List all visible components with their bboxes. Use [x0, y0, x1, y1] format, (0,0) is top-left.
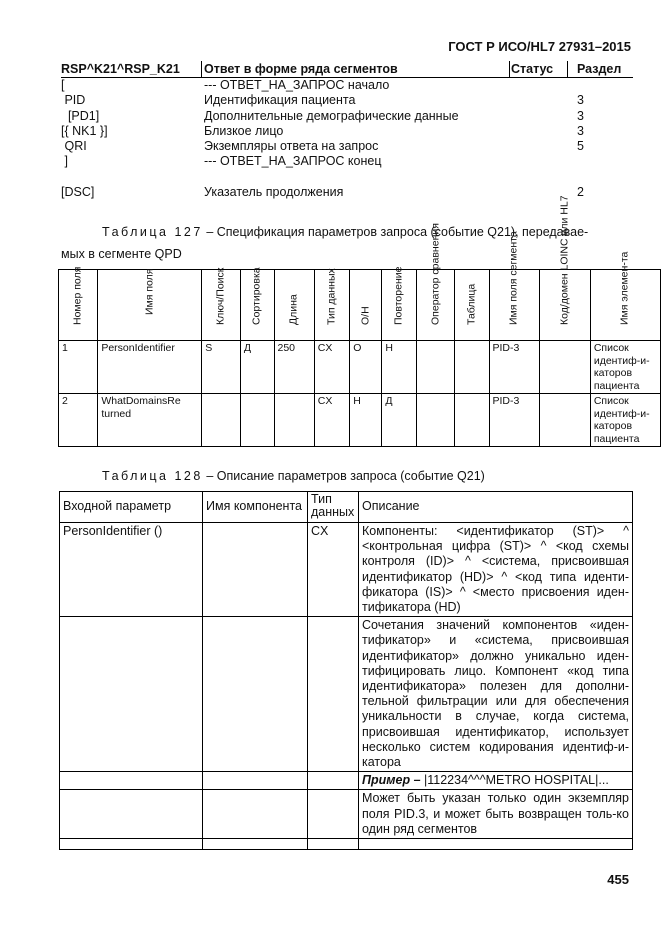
- empty-cell: [359, 839, 633, 850]
- segment-cell: Идентификация пациента: [204, 93, 356, 108]
- example-cell: [359, 772, 633, 790]
- header-datatype: Тип данных: [308, 492, 359, 523]
- table-row: [60, 790, 633, 839]
- segment-cell: [569, 154, 633, 169]
- segment-cell: [511, 170, 569, 185]
- empty-cell: [60, 839, 203, 850]
- table127-cell: Список идентиф-и-каторов пациента: [590, 394, 660, 447]
- caption-text: – Описание параметров запроса (событие Q21): [202, 469, 485, 483]
- empty-cell: [203, 839, 308, 850]
- segment-cell: 3: [577, 93, 584, 108]
- table127-cell: [539, 394, 590, 447]
- segment-row: [61, 139, 633, 154]
- segment-row: [61, 78, 633, 93]
- param-cell: PersonIdentifier (): [60, 523, 203, 617]
- segment-cell: Экземпляры ответа на запрос: [204, 139, 379, 154]
- table127-cell: [274, 394, 314, 447]
- header-component: Имя компонента: [203, 492, 308, 523]
- table127-cell: О: [350, 341, 382, 394]
- segment-cell: [511, 154, 569, 169]
- header-description: Описание: [359, 492, 633, 523]
- table127-header-cell: [539, 195, 590, 341]
- table127-cell: [455, 341, 489, 394]
- description-cell: Сочетания значений компонентов «иден-тификатор» и «система, присвоившая идентификатор» должно уникально иден-тифицировать лицо. Компонент «код типа идентификатора» полезен для дополни-тельной фильтрации или для обеспечения уникальности в случае, когда система, присвоившая идентификатор, использует несколько систем кодирования идентиф-и-катора: [359, 617, 633, 772]
- table127-cell: WhatDomainsRe turned: [98, 394, 202, 447]
- table127-cell: [202, 394, 241, 447]
- segment-row: [61, 185, 633, 200]
- header-status: Статус: [511, 62, 554, 76]
- header-label: Код/домен LOINC или HL7: [558, 195, 571, 325]
- document-header: ГОСТ Р ИСО/HL7 27931–2015: [448, 39, 631, 54]
- table127-cell: 250: [274, 341, 314, 394]
- type-cell: CX: [308, 523, 359, 617]
- segment-cell: [511, 109, 569, 124]
- empty-cell: [203, 790, 308, 839]
- table127-header-row: [59, 270, 661, 341]
- segment-cell: 5: [577, 139, 584, 154]
- caption-label: Таблица 128: [102, 469, 203, 483]
- segment-cell: [204, 170, 511, 185]
- segment-table-header: [61, 61, 633, 78]
- table127-header-cell: [416, 223, 454, 341]
- segment-cell: 2: [577, 185, 584, 200]
- header-label: Имя поля: [143, 268, 156, 315]
- caption-text: – Спецификация параметров запроса (событие Q21), передавае-: [202, 225, 589, 239]
- empty-cell: [308, 839, 359, 850]
- segment-cell: 3: [577, 123, 584, 138]
- component-cell: [203, 523, 308, 617]
- segment-cell: [61, 170, 204, 185]
- segment-cell: Дополнительные демографические данные: [204, 108, 459, 123]
- table127-cell: [240, 394, 274, 447]
- table127-cell: Д: [382, 394, 417, 447]
- segment-cell: 3: [577, 108, 584, 123]
- header-label: Тип данных: [325, 268, 338, 325]
- empty-cell: [308, 772, 359, 790]
- table-row: [60, 523, 633, 617]
- table-row: [59, 394, 661, 447]
- table128-header-row: [60, 492, 633, 523]
- segment-table: [61, 61, 633, 200]
- header-label: Сортировка: [250, 267, 263, 325]
- segment-cell: --- ОТВЕТ_НА_ЗАПРОС конец: [204, 154, 382, 169]
- table127-cell: Список идентиф-и-каторов пациента: [590, 341, 660, 394]
- header-section: Раздел: [577, 62, 622, 76]
- header-label: Имя поля сегмента: [507, 231, 520, 325]
- segment-cell: [569, 78, 633, 93]
- segment-cell: [: [61, 78, 65, 92]
- empty-cell: [203, 772, 308, 790]
- table127-cell: CX: [314, 341, 350, 394]
- header-label: О/Н: [359, 306, 372, 325]
- table-row: [60, 839, 633, 850]
- segment-cell: Близкое лицо: [204, 123, 284, 138]
- example-label: Пример –: [362, 773, 421, 788]
- table127-header-cell: [202, 267, 241, 341]
- table127-header-cell: [590, 251, 660, 341]
- table127-cell: [455, 394, 489, 447]
- table127-cell: 1: [59, 341, 98, 394]
- caption-label: Таблица 127: [102, 225, 203, 239]
- segment-cell: ]: [61, 154, 68, 169]
- segment-cell: [569, 170, 633, 185]
- segment-row: [61, 93, 633, 108]
- table127-header-cell: [59, 266, 98, 341]
- table127-cell: Н: [382, 341, 417, 394]
- header-input-param: Входной параметр: [60, 492, 203, 523]
- segment-cell: Указатель продолжения: [204, 185, 344, 200]
- empty-cell: [60, 772, 203, 790]
- header-label: Имя элемен-та: [618, 251, 631, 325]
- table127-cell: Д: [240, 341, 274, 394]
- table127-cell: PID-3: [489, 394, 539, 447]
- segment-row: [61, 109, 633, 124]
- table127-header-cell: [489, 231, 539, 341]
- table-row: [60, 617, 633, 772]
- table127-cell: [539, 341, 590, 394]
- empty-cell: [60, 617, 203, 772]
- header-label: Повторение: [392, 266, 405, 325]
- segment-cell: [511, 93, 569, 108]
- segment-cell: [511, 139, 569, 154]
- segment-cell: [DSC]: [61, 185, 95, 200]
- table127-cell: CX: [314, 394, 350, 447]
- table127-cell: [416, 394, 454, 447]
- header-message: RSP^K21^RSP_K21: [61, 62, 180, 76]
- segment-cell: --- ОТВЕТ_НА_ЗАПРОС начало: [204, 78, 390, 92]
- header-label: Оператор сравнения: [429, 223, 442, 325]
- table127-cell: [416, 341, 454, 394]
- table-row: [60, 772, 633, 790]
- example-text: |112234^^^METRO HOSPITAL|...: [420, 773, 609, 788]
- table127-header-cell: [455, 270, 489, 341]
- header-label: Ключ/Поиск: [214, 267, 227, 325]
- table127-header-cell: [314, 270, 350, 341]
- table127-cell: 2: [59, 394, 98, 447]
- header-description: Ответ в форме ряда сегментов: [204, 62, 398, 76]
- header-label: Длина: [287, 294, 300, 325]
- segment-row: [61, 170, 633, 185]
- table127-cell: Н: [350, 394, 382, 447]
- empty-cell: [308, 617, 359, 772]
- segment-cell: QRI: [61, 139, 87, 154]
- segment-cell: [{ NK1 }]: [61, 123, 108, 138]
- segment-row: [61, 124, 633, 139]
- empty-cell: [203, 617, 308, 772]
- table127-cell: S: [202, 341, 241, 394]
- description-cell: Компоненты: <идентификатор (ST)> ^ <контрольная цифра (ST)> ^ <код схемы контроля (ID)> ^ <система, присвоившая идентификатор (HD)> ^ <код типа иденти-фикатора (IS)> ^ <место присвоения иден-тификатора (HD): [359, 523, 633, 617]
- empty-cell: [60, 790, 203, 839]
- table127-caption-cont: мых в сегменте QPD: [61, 247, 182, 261]
- table127-cell: PID-3: [489, 341, 539, 394]
- description-cell: Может быть указан только один экземпляр поля PID.3, и может быть возвращен толь-ко один ряд сегментов: [359, 790, 633, 839]
- segment-row: [61, 154, 633, 169]
- empty-cell: [308, 790, 359, 839]
- segment-cell: [511, 78, 569, 93]
- table127-header-cell: [98, 270, 202, 341]
- table127-header-cell: [240, 267, 274, 341]
- header-label: Таблица: [465, 283, 478, 325]
- table-128: [59, 491, 633, 850]
- table127-header-cell: [382, 266, 417, 341]
- table127-header-cell: [274, 270, 314, 341]
- table127-header-cell: [350, 270, 382, 341]
- table-row: [59, 341, 661, 394]
- header-label: Номер поля: [71, 266, 84, 325]
- table127-cell: PersonIdentifier: [98, 341, 202, 394]
- segment-cell: PID: [61, 93, 86, 108]
- segment-cell: [PD1]: [61, 108, 100, 123]
- table128-caption: [102, 469, 485, 483]
- page-number: 455: [607, 872, 629, 887]
- segment-cell: [511, 124, 569, 139]
